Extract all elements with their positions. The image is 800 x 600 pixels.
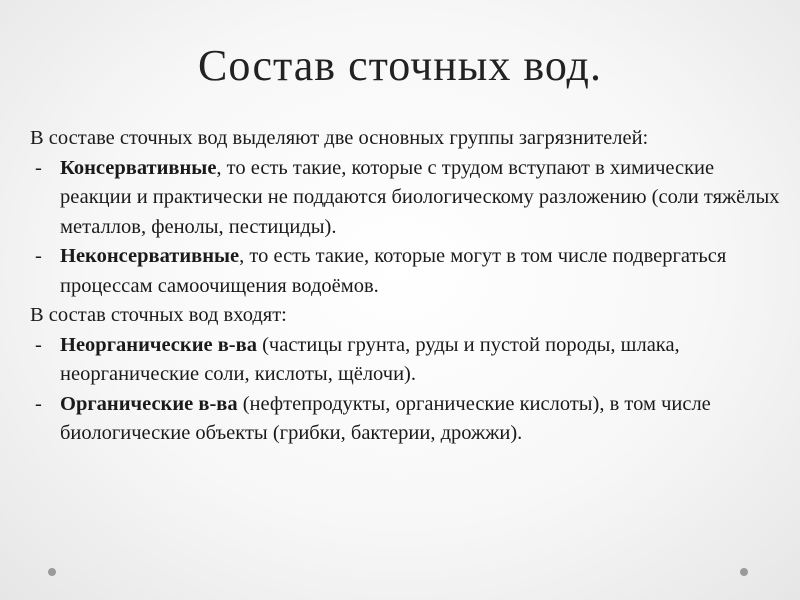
list-item-nonconservative [30,242,780,301]
term-inorganic: Неорганические в-ва [60,333,257,356]
term-nonconservative: Неконсервативные [60,245,240,267]
bullet-dash: - [35,245,42,267]
slide-body [30,124,780,449]
bullet-dash: - [35,333,42,356]
description-nonconservative: , то есть такие, которые могут в том числе подвергаться процессам самоочищения водоёмов. [60,245,727,297]
description-organic: (нефтепродукты, органические кислоты), в том числе биологические объекты (грибки, бактерии, дрожжи). [60,392,711,444]
bullet-dash: - [35,392,42,415]
intro-composition: В состав сточных вод входят: [30,304,287,326]
term-conservative: Консервативные [60,156,217,179]
decorative-dot-right [740,568,748,576]
bullet-dash: - [35,156,42,179]
intro-pollutant-groups: В составе сточных вод выделяют две основных группы загрязнителей: [30,127,649,149]
description-inorganic: (частицы грунта, руды и пустой породы, шлака, неорганические соли, кислоты, щёлочи). [60,333,680,385]
decorative-dot-left [48,568,56,576]
term-organic: Органические в-ва [60,392,238,415]
description-conservative: , то есть такие, которые с трудом вступают в химические реакции и практически не поддаются биологическому разложению (соли тяжёлых металлов, фенолы, пестициды). [60,156,780,238]
list-item-organic [30,390,780,449]
slide-title: Состав сточных вод. [198,41,602,90]
list-item-conservative [30,154,780,243]
list-item-inorganic [30,331,780,390]
